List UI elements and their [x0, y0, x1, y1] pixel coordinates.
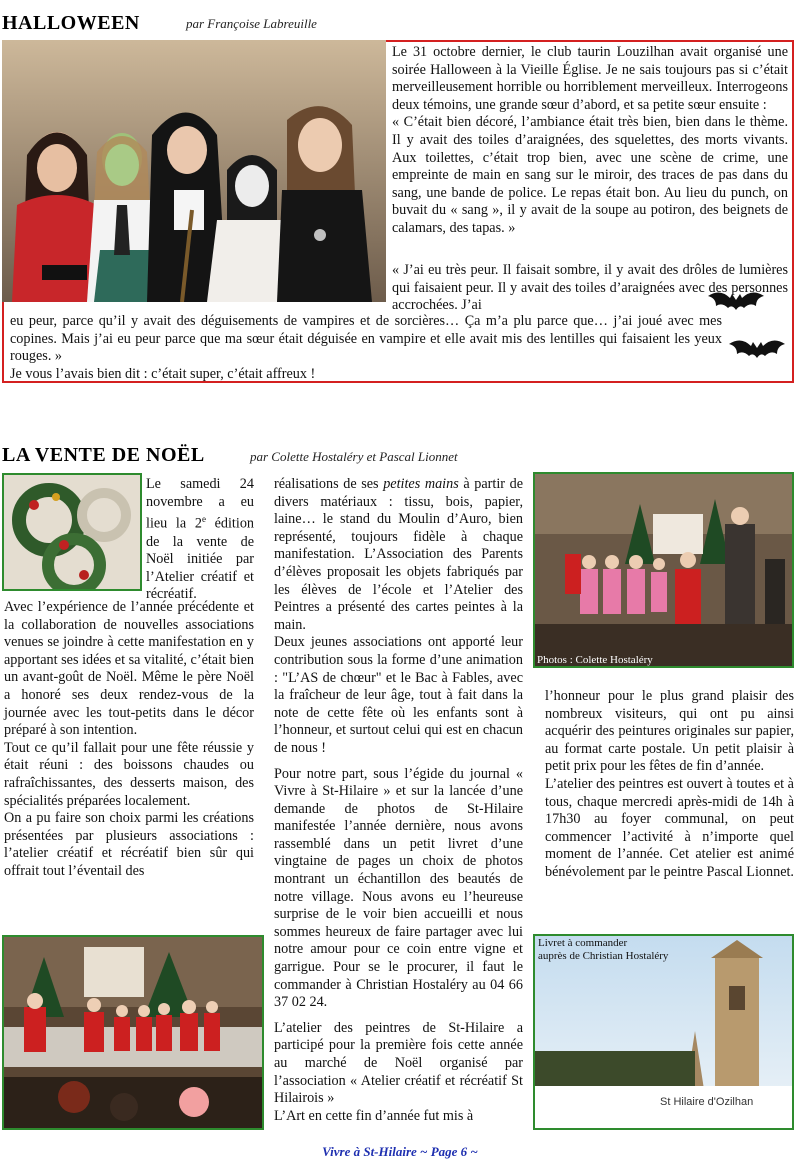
noel-intro-paragraph	[146, 476, 254, 604]
noel-col3-paragraph-2: L’atelier des peintres est ouvert à toutes et à tous, chaque mercredi après-midi de 14h à 17h30 au foyer communal, on peut commencer l’activité à n’importe quel moment de l’année. Cet atelier est animé bénévolement par le peintre Pascal Lionnet.	[545, 775, 794, 880]
noel-intro-text-2: édition de la vente de Noël initiée par l’Atelier créatif et récréatif.	[146, 515, 255, 603]
bat-icon	[726, 330, 788, 370]
halloween-text-column	[392, 44, 788, 238]
booklet-caption-line-1: Livret à commander	[538, 937, 628, 949]
noel-col1-paragraph-4: On a pu faire son choix parmi les créations présentées par plusieurs associations : l’atelier créatif et récréatif bien sûr qui offrait tout l’éventail des	[4, 810, 254, 879]
noel-col1-paragraph-2: Avec l’expérience de l’année précédente et la collaboration de nouvelles associations venues se joindre à cette manifestation en y apportant ses idées et sa vitalité, c’était bien un avant-goût de Noël. Même le père Noël a honoré ses deux rendez-vous de la journée avec les tout-petits dans le décor préparé à son intention.	[4, 599, 254, 739]
noel-col2-paragraph-3: Pour notre part, sous l’égide du journal « Vivre à St-Hilaire » et sur la lancée d’une demande de photos de St-Hilaire manifestée l’année dernière, nous avons rassemblé dans un petit livret d’une vingtaine de pages un choix de photos montrant un échantillon des beautés de notre village. Nous avons eu l’heureuse surprise de le voir bien accueilli et nous sommes heureux de faire partager avec lui notre amour pour ce coin entre vigne et garrigue. Pour se le procurer, il faut le commander à Christian Hostaléry au 04 66 37 02 24.	[274, 765, 523, 1011]
santa-event-photo	[533, 472, 794, 668]
halloween-p3a-text: « J’ai eu très peur. Il faisait sombre, il y avait des drôles de lumières qui faisaient peur. Il y avait des toiles d’araignées avec des personnes accrochées. J’ai	[392, 262, 788, 314]
noel-col2-paragraph-5: L’Art en cette fin d’année fut mis à	[274, 1107, 474, 1124]
page-footer: Vivre à St-Hilaire ~ Page 6 ~	[322, 1144, 478, 1159]
noel-col2-p1-text-b: à partir de divers matériaux : tissu, bois, papier, laine… le stand du Moulin d’Auro, bien représenté, toujours fidèle à chaque manifestation. L’Association des Parents d’élèves proposait les objets fabriqués par les élèves de l’école et l’Atelier des Peintres a présenté des cartes peintes à la main.	[274, 476, 523, 633]
noel-col1-paragraph-3: Tout ce qu’il fallait pour une fête réussie y était réuni : des boissons chaudes ou rafraîchissantes, des desserts maison, des spécialités préparées localement.	[4, 739, 254, 809]
noel-col3	[545, 688, 794, 882]
booklet-title: St Hilaire d'Ozilhan	[660, 1096, 754, 1108]
noel-col3-paragraph-1: l’honneur pour le plus grand plaisir des nombreux visiteurs, qui ont pu ainsi acquérir des peintures originales sur papier, au format carte postale. Un petit plaisir à petit prix pour les fêtes de fin d’année.	[545, 688, 794, 775]
noel-col2-paragraph-1	[274, 476, 523, 634]
halloween-text-bottom	[10, 313, 722, 383]
noel-col2-paragraph-4: L’atelier des peintres de St-Hilaire a participé pour la première fois cette année au marché de Noël organisé par l’association « Atelier créatif et récréatif St Hilairois »	[274, 1019, 523, 1107]
santa-children-photo	[2, 935, 264, 1130]
noel-col1-body	[4, 599, 254, 881]
noel-col1-intro	[146, 476, 254, 604]
photo-credit: Photos : Colette Hostaléry	[537, 654, 653, 666]
halloween-byline: par Françoise Labreuille	[186, 16, 317, 31]
noel-col2-p1-emphasis: petites mains	[383, 476, 459, 492]
halloween-title: HALLOWEEN	[2, 12, 140, 34]
noel-intro-sup: e	[201, 514, 206, 525]
halloween-paragraph-4: Je vous l’avais bien dit : c’était super, c’était affreux !	[10, 365, 316, 382]
booklet-caption-line-2: auprès de Christian Hostaléry	[538, 950, 669, 962]
noel-intro-text: Le samedi 24 novembre a eu lieu la 2	[146, 476, 254, 532]
booklet-caption	[538, 937, 668, 963]
halloween-photo	[2, 40, 386, 302]
noel-col2-paragraph-2: Deux jeunes associations ont apporté leur contribution sous la forme d’une animation : "L’AS de chœur" et le Bac à Fables, avec la fraîcheur de leur âge, tout à fait dans la note de cette fête où les enfants sont à l’honneur, et surtout celui qui est en chacun de nous !	[274, 634, 523, 756]
halloween-paragraph-3b: eu peur, parce qu’il y avait des déguisements de vampires et de sorcières… Ça m’a plu parce que… j’ai joué avec mes copines. Mais j’ai eu peur parce que ma sœur était déguisée en vampire et elle avait mis des lentilles qui faisaient les yeux rouges. »	[10, 313, 722, 365]
halloween-paragraph-2: « C’était bien décoré, l’ambiance était très bien, bien dans le thème. Il y avait des toiles d’araignées, des squelettes, des morts vivants. Aux toilettes, c’était trop bien, avec une scène de crime, une empreinte de main en sang sur le miroir, des traces de pas dans du sang, une bande de police. Le repas était bon. Au lieu du punch, on buvait du « sang », il y avait de la soupe au potiron, des beignets de calamars, des tapas. »	[392, 114, 788, 236]
noel-byline: par Colette Hostaléry et Pascal Lionnet	[250, 449, 458, 464]
noel-col2	[274, 476, 523, 1125]
noel-title: LA VENTE DE NOËL	[2, 444, 205, 466]
noel-col2-p1-text-a: réalisations de ses	[274, 476, 384, 492]
halloween-paragraph-1: Le 31 octobre dernier, le club taurin Louzilhan avait organisé une soirée Halloween à la Vieille Église. Je ne sais toujours pas si c’était merveilleusement horrible ou horriblement merveilleux. Interrogeons deux témoins, une grande sœur d’abord, et sa petite sœur ensuite :	[392, 44, 788, 113]
wreath-photo	[2, 473, 142, 591]
